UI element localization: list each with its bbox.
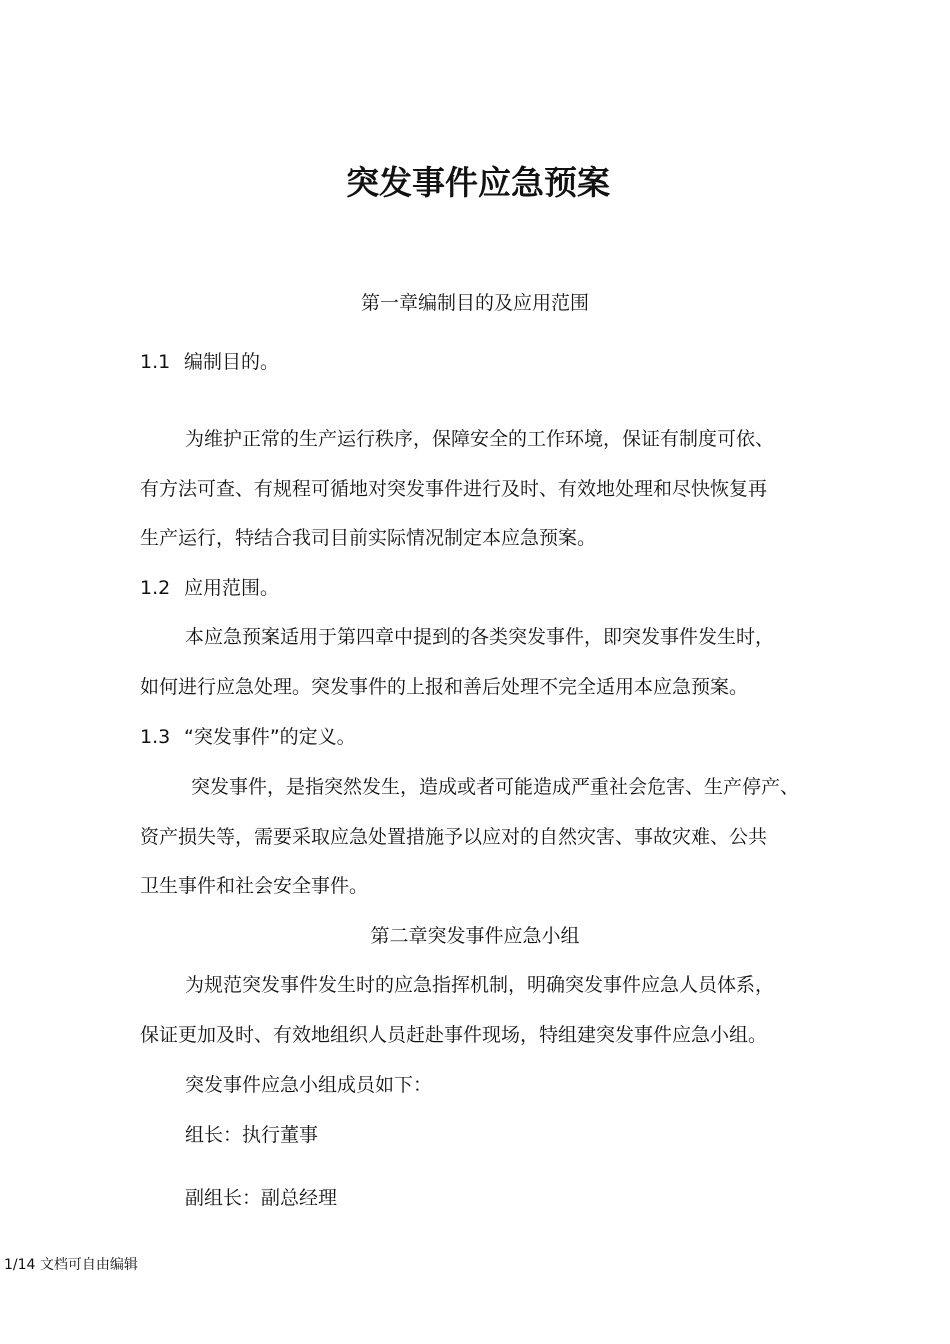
paragraph-line: 卫生事件和社会安全事件。 [140, 875, 369, 897]
section-number: 1.3 [140, 726, 171, 748]
section-1-2-heading [140, 576, 279, 600]
section-1-3-heading [140, 725, 356, 749]
paragraph-line: 保证更加及时、有效地组织人员赶赴事件现场，特组建突发事件应急小组。 [140, 1024, 768, 1046]
chapter-1-heading: 第一章编制目的及应用范围 [360, 292, 589, 314]
chapter-2-heading: 第二章突发事件应急小组 [370, 925, 580, 947]
paragraph-line: 资产损失等，需要采取应急处置措施予以应对的自然灾害、事故灾难、公共 [140, 826, 768, 848]
member-leader: 组长：执行董事 [185, 1124, 319, 1146]
member-deputy: 副组长：副总经理 [185, 1187, 338, 1209]
paragraph-line: 本应急预案适用于第四章中提到的各类突发事件，即突发事件发生时， [185, 626, 775, 648]
paragraph-line: 突发事件，是指突然发生，造成或者可能造成严重社会危害、生产停产、 [191, 776, 800, 798]
paragraph-line: 有方法可查、有规程可循地对突发事件进行及时、有效地处理和尽快恢复再 [140, 478, 768, 500]
paragraph-line: 为维护正常的生产运行秩序，保障安全的工作环境，保证有制度可依、 [185, 428, 775, 450]
section-number: 1.1 [140, 351, 171, 373]
document-title: 突发事件应急预案 [346, 163, 610, 202]
members-intro: 突发事件应急小组成员如下： [185, 1074, 433, 1096]
section-1-1-heading [140, 350, 279, 374]
paragraph-line: 如何进行应急处理。突发事件的上报和善后处理不完全适用本应急预案。 [140, 676, 749, 698]
page-footer: 1/14 文档可自由编辑 [4, 1257, 138, 1273]
section-number: 1.2 [140, 577, 171, 599]
section-title: “突发事件”的定义。 [184, 726, 356, 748]
paragraph-line: 生产运行，特结合我司目前实际情况制定本应急预案。 [140, 527, 597, 549]
section-title: 编制目的。 [184, 351, 280, 373]
section-title: 应用范围。 [184, 577, 280, 599]
paragraph-line: 为规范突发事件发生时的应急指挥机制，明确突发事件应急人员体系， [185, 974, 775, 996]
